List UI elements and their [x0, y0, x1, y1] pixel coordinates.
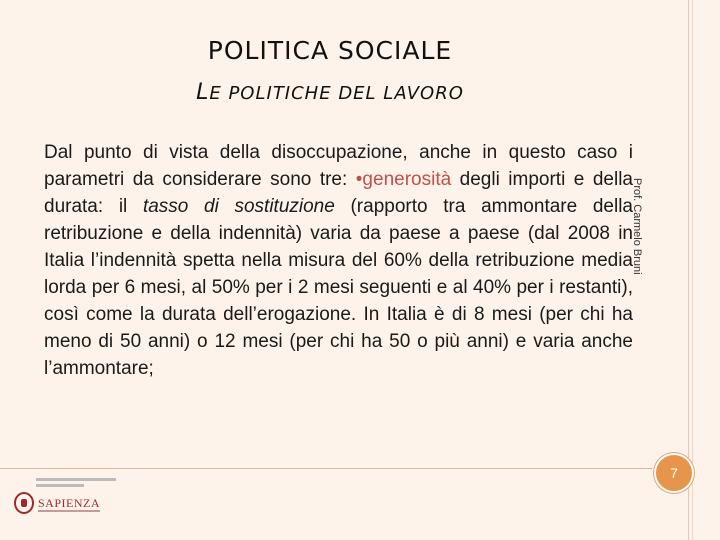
body-emphasis: tasso di sostituzione [142, 196, 335, 217]
university-logo: SAPIENZA [38, 496, 101, 510]
slide-subtitle [0, 80, 660, 105]
university-logo-subline [38, 510, 100, 512]
slide-title: POLITICA SOCIALE [207, 36, 453, 65]
university-seal-icon [14, 492, 34, 514]
body-part1: degli importi e della durata: il [44, 169, 633, 217]
page-number: 7 [670, 465, 678, 481]
footer-divider [0, 468, 652, 469]
department-logo [36, 475, 116, 490]
right-rail-line-inner [692, 0, 693, 540]
subtitle-initial: L [196, 80, 210, 105]
body-intro: Dal punto di vista della disoccupazione, anche in questo caso i parametri da considerare sono tre: [44, 142, 633, 190]
bullet-term: •generosità [355, 169, 452, 190]
subtitle-rest: E POLITICHE DEL LAVORO [209, 83, 464, 104]
body-paragraph [44, 139, 633, 382]
author-name: Prof. Carmelo Bruni [631, 178, 643, 275]
body-part2: (rapporto tra ammontare della retribuzione e della indennità) varia da paese a paese (dal 2008 in Italia l’indennità spetta nella misura del 60% della retribuzione media lorda per 6 mesi, al 50% per i 2 mesi seguenti e al 40% per i restanti), così come la durata dell’erogazione. In Italia è di 8 mesi (per chi ha meno di 50 anni) o 12 mesi (per chi ha 50 o più anni) e varia anche l’ammontare; [44, 196, 633, 379]
page-number-badge [654, 453, 694, 493]
